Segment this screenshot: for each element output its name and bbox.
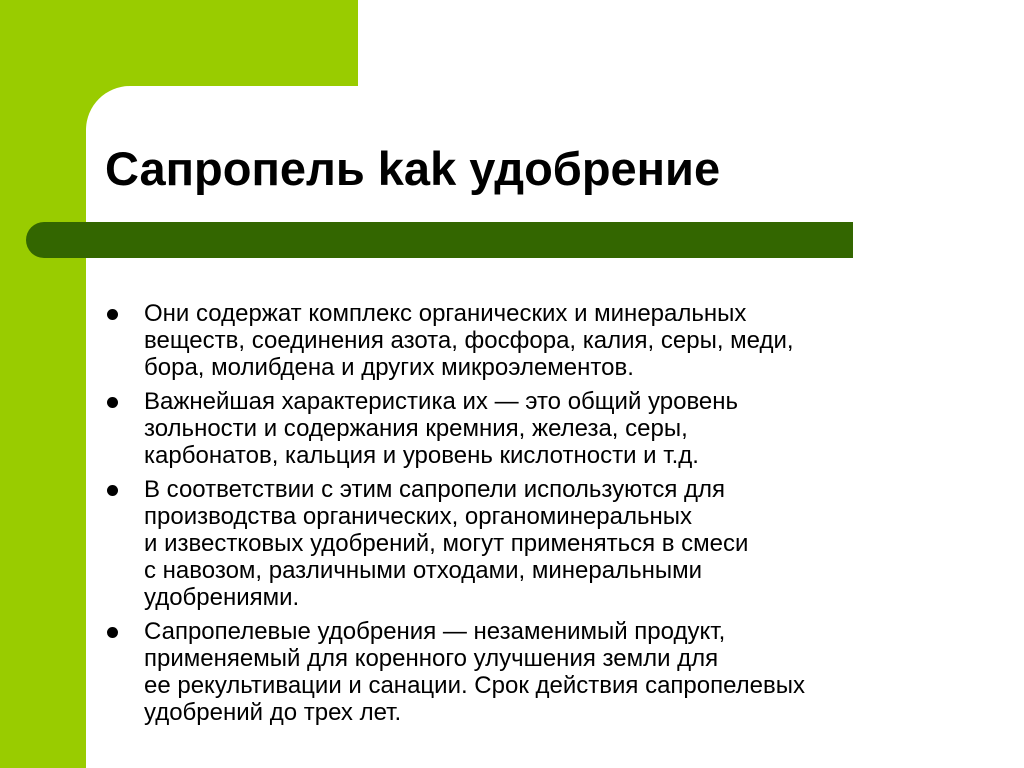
bullet-dot-icon bbox=[107, 627, 118, 638]
bullet-item bbox=[105, 618, 945, 726]
bullet-item bbox=[105, 476, 945, 611]
bullet-dot-icon bbox=[107, 485, 118, 496]
bullet-text: Они содержат комплекс органических и минеральных веществ, соединения азота, фосфора, калия, серы, меди, бора, молибдена и других микроэлементов. bbox=[144, 300, 794, 381]
bullet-item bbox=[105, 300, 945, 381]
bullet-text: Важнейшая характеристика их — это общий уровень зольности и содержания кремния, железа, серы, карбонатов, кальция и уровень кислотности и т.д. bbox=[144, 388, 739, 469]
title-accent-bar bbox=[26, 222, 853, 258]
bullet-dot-icon bbox=[107, 397, 118, 408]
bullet-text: Сапропелевые удобрения — незаменимый продукт, применяемый для коренного улучшения земли для ее рекультивации и санации. Срок действия сапропелевых удобрений до трех лет. bbox=[144, 618, 806, 726]
bullet-dot-icon bbox=[107, 309, 118, 320]
slide-title: Сапропель kak удобрение bbox=[105, 142, 721, 195]
bullet-list bbox=[105, 300, 945, 733]
bullet-item bbox=[105, 388, 945, 469]
bullet-text: В соответствии с этим сапропели используются для производства органических, органоминеральных и известковых удобрений, могут применяться в смеси с навозом, различными отходами, минеральными удобрениями. bbox=[144, 476, 749, 611]
